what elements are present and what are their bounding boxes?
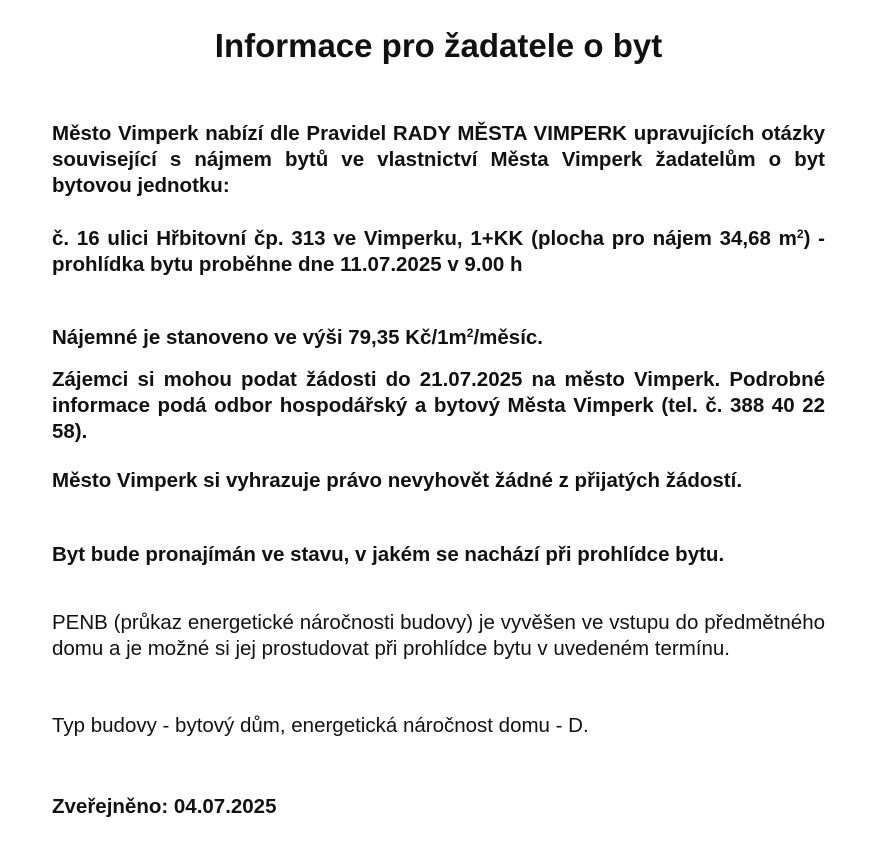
penb-paragraph: PENB (průkaz energetické náročnosti budovy) je vyvěšen ve vstupu do předmětného domu a je možné si jej prostudovat při prohlídce bytu v uvedeném termínu. — [52, 611, 825, 660]
unit-superscript: 2 — [796, 227, 804, 241]
reservation-paragraph: Město Vimperk si vyhrazuje právo nevyhovět žádné z přijatých žádostí. — [52, 469, 743, 492]
condition-paragraph: Byt bude pronajímán ve stavu, v jakém se nachází při prohlídce bytu. — [52, 543, 725, 566]
rent-text-start: Nájemné je stanoveno ve výši 79,35 Kč/1m — [52, 326, 467, 349]
unit-text-end: ) - prohlídka bytu proběhne dne 11.07.2025 v 9.00 h — [52, 227, 825, 276]
published-date: Zveřejněno: 04.07.2025 — [52, 795, 277, 818]
unit-text-start: č. 16 ulici Hřbitovní čp. 313 ve Vimperku, 1+KK (plocha pro nájem 34,68 m — [52, 227, 797, 250]
rent-paragraph — [52, 325, 825, 351]
building-type-paragraph: Typ budovy - bytový dům, energetická náročnost domu - D. — [52, 714, 589, 737]
applications-paragraph: Zájemci si mohou podat žádosti do 21.07.2025 na město Vimperk. Podrobné informace podá odbor hospodářský a bytový Města Vimperk (tel. č. 388 40 22 58). — [52, 368, 825, 443]
rent-text-end: /měsíc. — [473, 326, 543, 349]
page-title: Informace pro žadatele o byt — [214, 27, 663, 64]
rent-superscript: 2 — [466, 326, 474, 340]
intro-paragraph: Město Vimperk nabízí dle Pravidel RADY MĚSTA VIMPERK upravujících otázky související s nájmem bytů ve vlastnictví Města Vimperk žadatelům o byt bytovou jednotku: — [52, 122, 825, 197]
unit-paragraph — [52, 226, 825, 278]
